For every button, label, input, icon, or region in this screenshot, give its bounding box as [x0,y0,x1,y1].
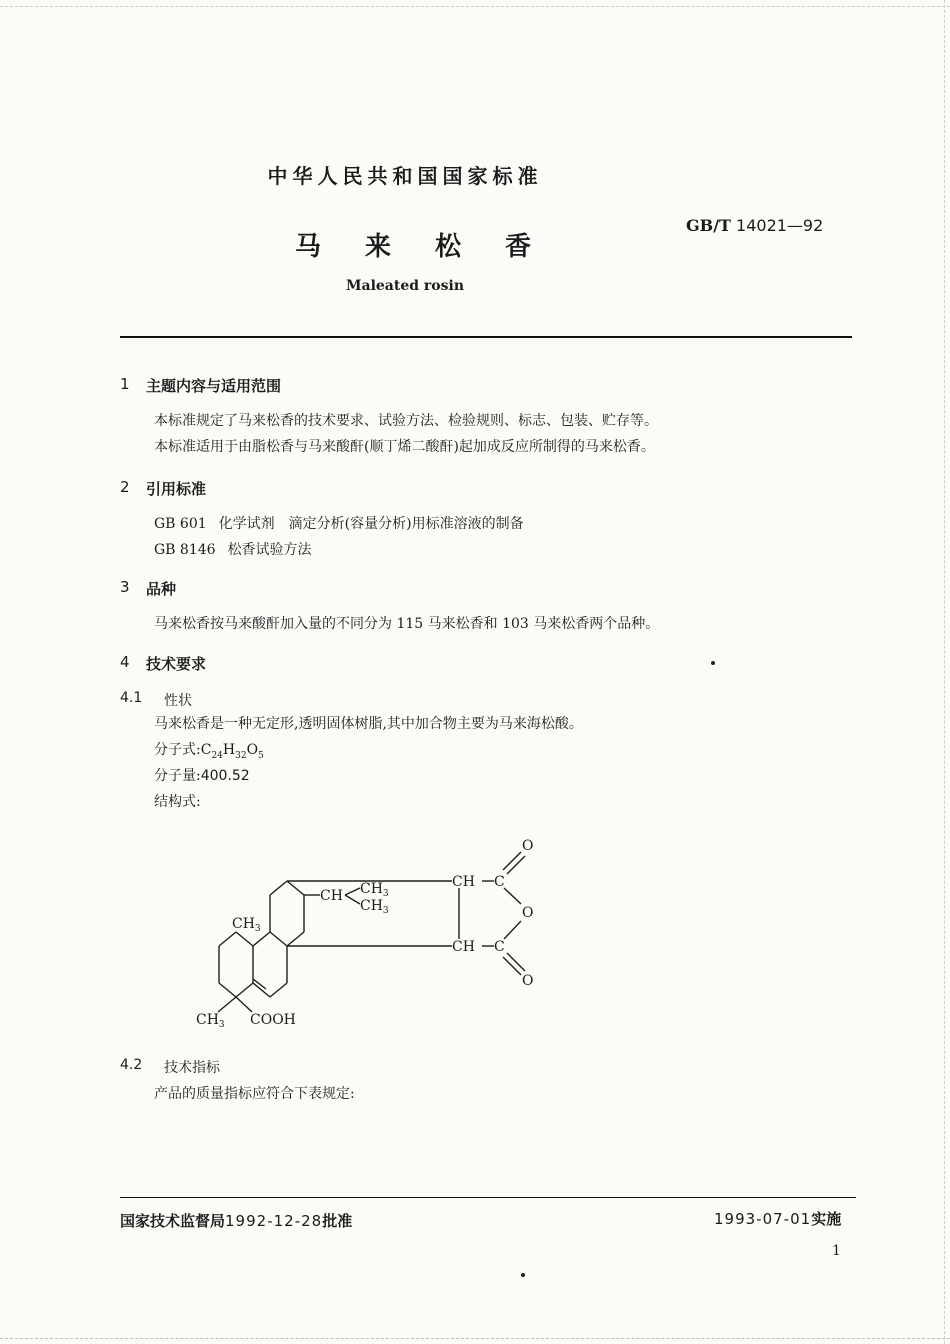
standard-code: 14021—92 [736,216,824,235]
bond [253,932,270,946]
scan-speck [521,1273,525,1277]
bond [219,983,236,997]
bond [504,888,521,904]
methyl-label: $CH_3$ [232,916,261,934]
section-4-number: 4 [120,653,130,671]
reference-code: GB 8146 [154,542,216,558]
approval-line [120,1210,352,1231]
formula-h: H [222,742,236,758]
bond [270,983,287,997]
section-2-title: 引用标准 [146,480,207,498]
carbonyl-bond [503,852,521,870]
mw-label: 分子量: [154,768,201,784]
oxygen-bottom-label: O [522,973,534,989]
section-4-title: 技术要求 [146,655,207,673]
approval-date: 1992-12-28 [225,1212,323,1230]
carbonyl-bond [507,856,525,874]
bond [504,921,521,939]
section-4-2-title: 技术指标 [164,1060,220,1076]
section-3-para: 马来松香按马来酸酐加入量的不同分为 115 马来松香和 103 马来松香两个品种。 [154,616,660,632]
structure-label: 结构式: [154,794,201,810]
effective-word: 实施 [811,1210,842,1228]
bond [287,932,304,946]
section-1-para1: 本标准规定了马来松香的技术要求、试验方法、检验规则、标志、包装、贮存等。 [154,413,658,429]
isopropyl-ch-label: CH [320,888,343,904]
c-upper-label: C [494,874,505,890]
bond [345,888,360,895]
section-4-2-number: 4.2 [120,1057,143,1073]
methyl-bottom-label: $CH_3$ [196,1012,225,1030]
isopropyl-methyl-b: $CH_3$ [360,898,389,916]
formula-o-count: 5 [258,750,264,761]
reference-name: 化学试剂 滴定分析(容量分析)用标准溶液的制备 [218,516,524,532]
section-4-2-para: 产品的质量指标应符合下表规定: [154,1086,355,1102]
section-4-1-number: 4.1 [120,690,143,706]
section-3-title: 品种 [146,580,177,598]
section-2-number: 2 [120,478,130,496]
formula-h-count: 32 [235,750,247,761]
formula-c: C [200,742,212,758]
title-en: Maleated rosin [346,278,464,294]
bond [287,881,304,895]
section-1-para2: 本标准适用于由脂松香与马来酸酐(顺丁烯二酸酐)起加成反应所制得的马来松香。 [154,439,655,455]
issuer: 国家技术监督局 [120,1212,226,1230]
title-zh: 马来松香 [294,232,575,262]
reference-code: GB 601 [154,516,207,532]
oxygen-ring-label: O [522,905,534,921]
formula-o: O [246,742,259,758]
formula-c-count: 24 [211,750,223,761]
bond [236,983,253,997]
bond [219,932,236,946]
mw-value: 400.52 [200,768,250,784]
ch-upper-label: CH [452,874,475,890]
section-3-number: 3 [120,578,130,596]
effective-date: 1993-07-01 [714,1210,812,1228]
bond [270,932,287,946]
carbonyl-bond [507,953,525,971]
reference-name: 松香试验方法 [227,542,312,558]
carbonyl-bond [503,957,521,975]
section-1-title: 主题内容与适用范围 [146,377,282,395]
page-number: 1 [832,1243,841,1259]
c-lower-label: C [494,939,505,955]
approval-word: 批准 [322,1212,353,1230]
bond [218,997,236,1012]
oxygen-top-label: O [522,838,534,854]
bond [270,881,287,895]
org-title: 中华人民共和国国家标准 [267,164,543,188]
effective-line [714,1208,841,1229]
section-1-number: 1 [120,375,130,393]
ch-lower-label: CH [452,939,475,955]
cooh-label: COOH [250,1012,296,1028]
bond [236,932,253,946]
bond [236,997,252,1012]
isopropyl-methyl-a: $CH_3$ [360,881,389,899]
formula-label: 分子式: [154,742,201,758]
section-4-1-title: 性状 [164,693,192,709]
property-description: 马来松香是一种无定形,透明固体树脂,其中加合物主要为马来海松酸。 [154,716,583,732]
standard-prefix: GB/T [686,216,731,235]
bond [345,895,360,904]
footer-rule [120,1197,856,1198]
